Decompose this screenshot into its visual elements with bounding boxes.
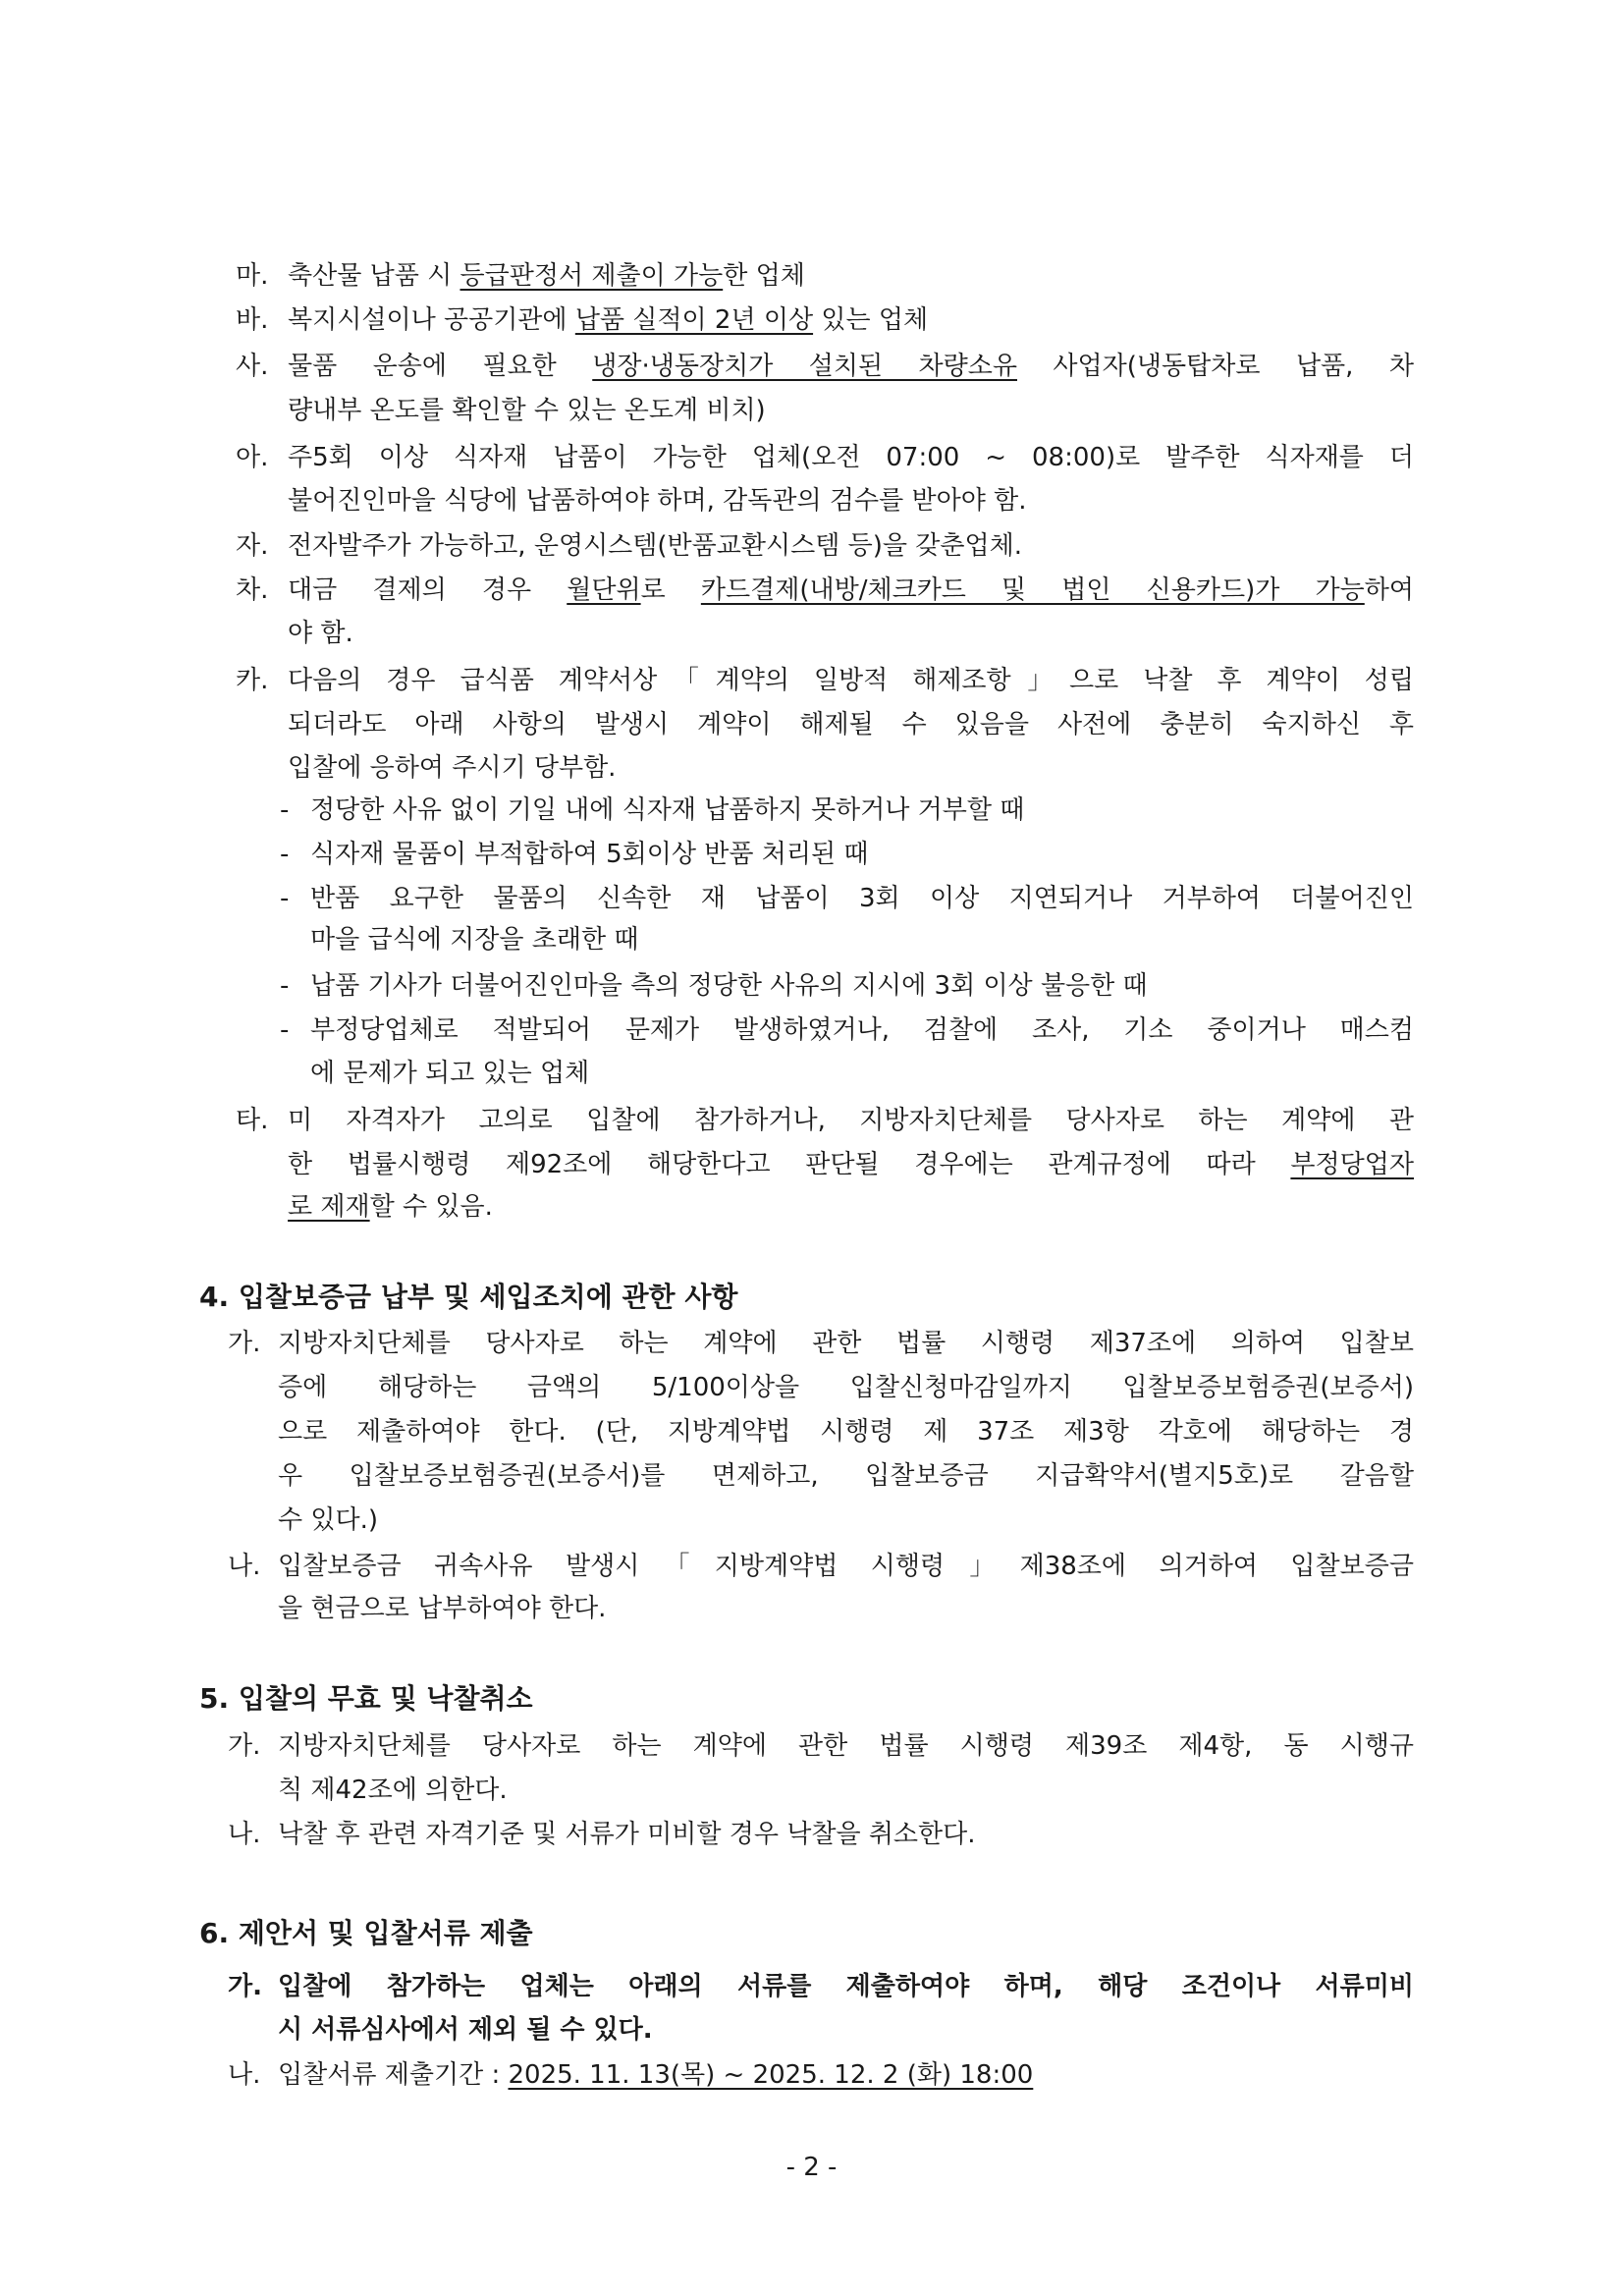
bullet-dash: -	[280, 840, 290, 869]
item-ja-line: 전자발주가 가능하고, 운영시스템(반품교환시스템 등)을 갖춘업체.	[288, 531, 1023, 561]
section5-line: 지방자치단체를 당사자로 하는 계약에 관한 법률 시행령 제39조 제4항, 동 시행규	[278, 1731, 1414, 1761]
item-marker: 마.	[236, 261, 269, 291]
item-marker: 나.	[228, 2060, 261, 2090]
item-marker: 가.	[228, 1329, 261, 1358]
text: 한 업체	[723, 261, 805, 291]
submission-label: 입찰서류 제출기간 :	[278, 2060, 509, 2090]
text: 복지시설이나 공공기관에	[288, 305, 575, 335]
bullet-line: 마을 급식에 지장을 초래한 때	[310, 925, 639, 955]
item-marker: 가.	[228, 1972, 262, 2001]
section4-line: 우 입찰보증보험증권(보증서)를 면제하고, 입찰보증금 지급확약서(별지5호)로 갈음할	[278, 1461, 1414, 1491]
bullet-dash: -	[280, 971, 290, 1001]
section-heading: 5. 입찰의 무효 및 낙찰취소	[199, 1682, 533, 1715]
section5-line: 칙 제42조에 의한다.	[278, 1776, 508, 1805]
bullet-line: 반품 요구한 물품의 신속한 재 납품이 3회 이상 지연되거나 거부하여 더불어진인	[310, 884, 1414, 913]
submission-period	[278, 2052, 1414, 2098]
section4-line: 을 현금으로 납부하여야 한다.	[278, 1594, 607, 1623]
item-ka-line: 입찰에 응하여 주시기 당부함.	[288, 753, 617, 783]
item-marker: 타.	[236, 1106, 269, 1135]
text: 할 수 있음.	[369, 1192, 493, 1222]
bullet-line: 정당한 사유 없이 기일 내에 식자재 납품하지 못하거나 거부할 때	[310, 795, 1025, 825]
submission-dates: 2025. 11. 13(목) ~ 2025. 12. 2 (화) 18:00	[508, 2060, 1034, 2090]
item-sa-line	[288, 344, 1414, 389]
item-marker: 사.	[236, 352, 269, 381]
section4-line: 수 있다.)	[278, 1505, 379, 1535]
section4-line: 지방자치단체를 당사자로 하는 계약에 관한 법률 시행령 제37조에 의하여 입찰보	[278, 1329, 1414, 1358]
section6-line: 시 서류심사에서 제외 될 수 있다.	[278, 2015, 653, 2045]
item-sa-line: 량내부 온도를 확인할 수 있는 온도계 비치)	[288, 396, 766, 425]
section4-line: 으로 제출하여야 한다. (단, 지방계약법 시행령 제 37조 제3항 각호에 해당하는 경	[278, 1417, 1414, 1447]
section4-line: 입찰보증금 귀속사유 발생시「지방계약법 시행령」제38조에 의거하여 입찰보증금	[278, 1552, 1414, 1581]
text: 한 법률시행령 제92조에 해당한다고 판단될 경우에는 관계규정에 따라	[288, 1150, 1291, 1179]
bullet-line: 식자재 물품이 부적합하여 5회이상 반품 처리된 때	[310, 840, 869, 869]
bullet-dash: -	[280, 1015, 290, 1045]
underlined-text: 부정당업자	[1290, 1150, 1414, 1179]
section-heading: 6. 제안서 및 입찰서류 제출	[199, 1917, 533, 1949]
underlined-text: 납품 실적이 2년 이상	[574, 305, 814, 335]
text: 로	[640, 575, 701, 605]
item-marker: 나.	[228, 1820, 261, 1849]
bullet-line: 부정당업체로 적발되어 문제가 발생하였거나, 검찰에 조사, 기소 중이거나 매스컴	[310, 1015, 1414, 1045]
section5-line: 낙찰 후 관련 자격기준 및 서류가 미비할 경우 낙찰을 취소한다.	[278, 1820, 976, 1849]
underlined-text: 월단위	[567, 575, 641, 605]
item-marker: 차.	[236, 575, 269, 605]
bullet-line: 에 문제가 되고 있는 업체	[310, 1059, 590, 1088]
section-heading: 4. 입찰보증금 납부 및 세입조치에 관한 사항	[199, 1281, 738, 1313]
text: 대금 결제의 경우	[288, 575, 568, 605]
item-ta-line	[288, 1184, 1414, 1230]
item-cha-line: 야 함.	[288, 619, 353, 648]
text: 하여	[1364, 575, 1415, 605]
text: 있는 업체	[813, 305, 929, 335]
text: 사업자(냉동탑차로 납품, 차	[1017, 352, 1414, 381]
item-cha-line	[288, 568, 1414, 613]
underlined-text: 카드결제(내방/체크카드 및 법인 신용카드)가 가능	[700, 575, 1365, 605]
item-ka-line: 다음의 경우 급식품 계약서상「계약의 일방적 해제조항」으로 낙찰 후 계약이 성립	[288, 666, 1414, 695]
bullet-dash: -	[280, 884, 290, 913]
item-marker: 자.	[236, 531, 269, 561]
item-marker: 아.	[236, 443, 269, 472]
item-a-line: 주5회 이상 식자재 납품이 가능한 업체(오전 07:00 ~ 08:00)로 발주한 식자재를 더	[288, 443, 1414, 472]
item-marker: 가.	[228, 1731, 261, 1761]
text: 축산물 납품 시	[288, 261, 460, 291]
section4-line: 증에 해당하는 금액의 5/100이상을 입찰신청마감일까지 입찰보증보험증권(보증서)	[278, 1373, 1414, 1402]
item-marker: 나.	[228, 1552, 261, 1581]
underlined-text: 등급판정서 제출이 가능	[460, 261, 724, 291]
item-ta-line	[288, 1142, 1414, 1187]
item-marker: 카.	[236, 666, 269, 695]
underlined-text: 냉장·냉동장치가 설치된 차량소유	[592, 352, 1017, 381]
bullet-dash: -	[280, 795, 290, 825]
text: 물품 운송에 필요한	[288, 352, 593, 381]
bullet-line: 납품 기사가 더불어진인마을 측의 정당한 사유의 지시에 3회 이상 불응한 때	[310, 971, 1148, 1001]
item-ka-line: 되더라도 아래 사항의 발생시 계약이 해제될 수 있음을 사전에 충분히 숙지하신 후	[288, 710, 1414, 739]
section6-line: 입찰에 참가하는 업체는 아래의 서류를 제출하여야 하며, 해당 조건이나 서류미비	[278, 1972, 1414, 2001]
item-marker: 바.	[236, 305, 269, 335]
item-ta-line: 미 자격자가 고의로 입찰에 참가하거나, 지방자치단체를 당사자로 하는 계약에 관	[288, 1106, 1414, 1135]
item-a-line: 불어진인마을 식당에 납품하여야 하며, 감독관의 검수를 받아야 함.	[288, 486, 1027, 516]
page-number: - 2 -	[785, 2153, 838, 2182]
item-ba-line	[288, 298, 1414, 343]
item-ma-line	[288, 253, 1414, 299]
underlined-text: 로 제재	[288, 1192, 370, 1222]
